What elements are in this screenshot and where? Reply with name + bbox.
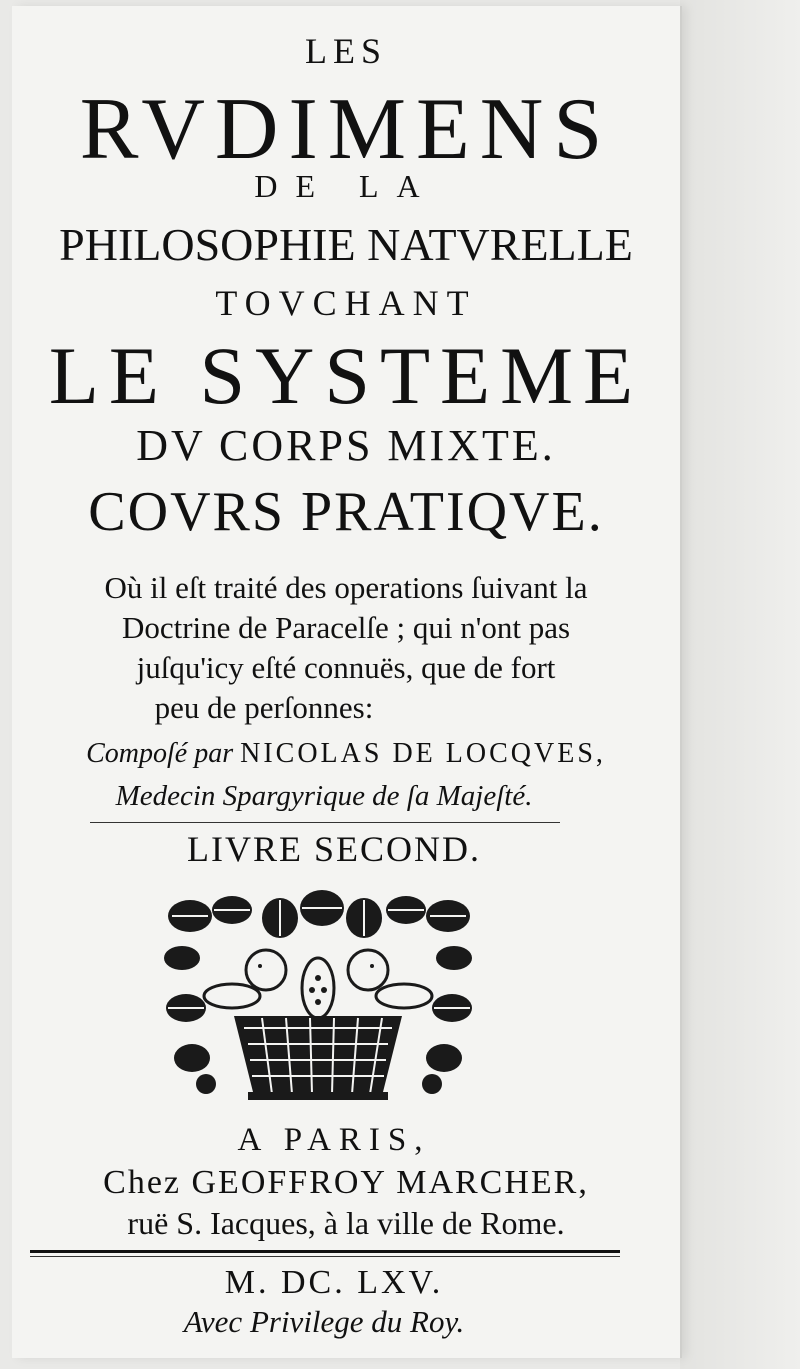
title-les: LES bbox=[304, 31, 387, 71]
title-touchant: TOVCHANT bbox=[215, 283, 477, 323]
basket-woodcut-ornament bbox=[162, 888, 474, 1106]
imprint-rule-thin bbox=[30, 1256, 620, 1257]
title-systeme: LE SYSTEME bbox=[48, 330, 644, 421]
imprint-city: A PARIS, bbox=[237, 1122, 431, 1158]
description-line-3: juſqu'icy eſté connuës, que de fort bbox=[136, 650, 556, 685]
privilege-line: Avec Privilege du Roy. bbox=[183, 1304, 465, 1339]
publication-year: M. DC. LXV. bbox=[224, 1264, 444, 1301]
imprint-address: ruë S. Iacques, à la ville de Rome. bbox=[127, 1205, 565, 1241]
author-line bbox=[12, 738, 680, 770]
imprint-rule-thick bbox=[30, 1250, 620, 1253]
author-name: NICOLAS DE LOCQVES, bbox=[240, 738, 606, 769]
author-title: Medecin Spargyrique de ſa Majeſté. bbox=[115, 780, 533, 812]
author-prefix: Compoſé par bbox=[86, 738, 234, 769]
title-corps-mixte: DV CORPS MIXTE. bbox=[136, 421, 556, 470]
title-rudimens: RVDIMENS bbox=[79, 81, 613, 178]
facing-page-edge bbox=[680, 0, 800, 1369]
imprint-printer: Chez GEOFFROY MARCHER, bbox=[103, 1164, 589, 1201]
description-line-1: Où il eſt traité des operations ſuivant la bbox=[104, 570, 588, 605]
title-de-la: DE LA bbox=[254, 168, 438, 204]
description-line-4: peu de perſonnes: bbox=[154, 690, 374, 725]
title-philosophie: PHILOSOPHIE NATVRELLE bbox=[59, 219, 633, 270]
title-cours-pratique: COVRS PRATIQVE. bbox=[88, 481, 604, 543]
author-rule bbox=[90, 822, 560, 823]
description-line-2: Doctrine de Paracelſe ; qui n'ont pas bbox=[121, 610, 571, 645]
book-number: LIVRE SECOND. bbox=[187, 829, 481, 869]
